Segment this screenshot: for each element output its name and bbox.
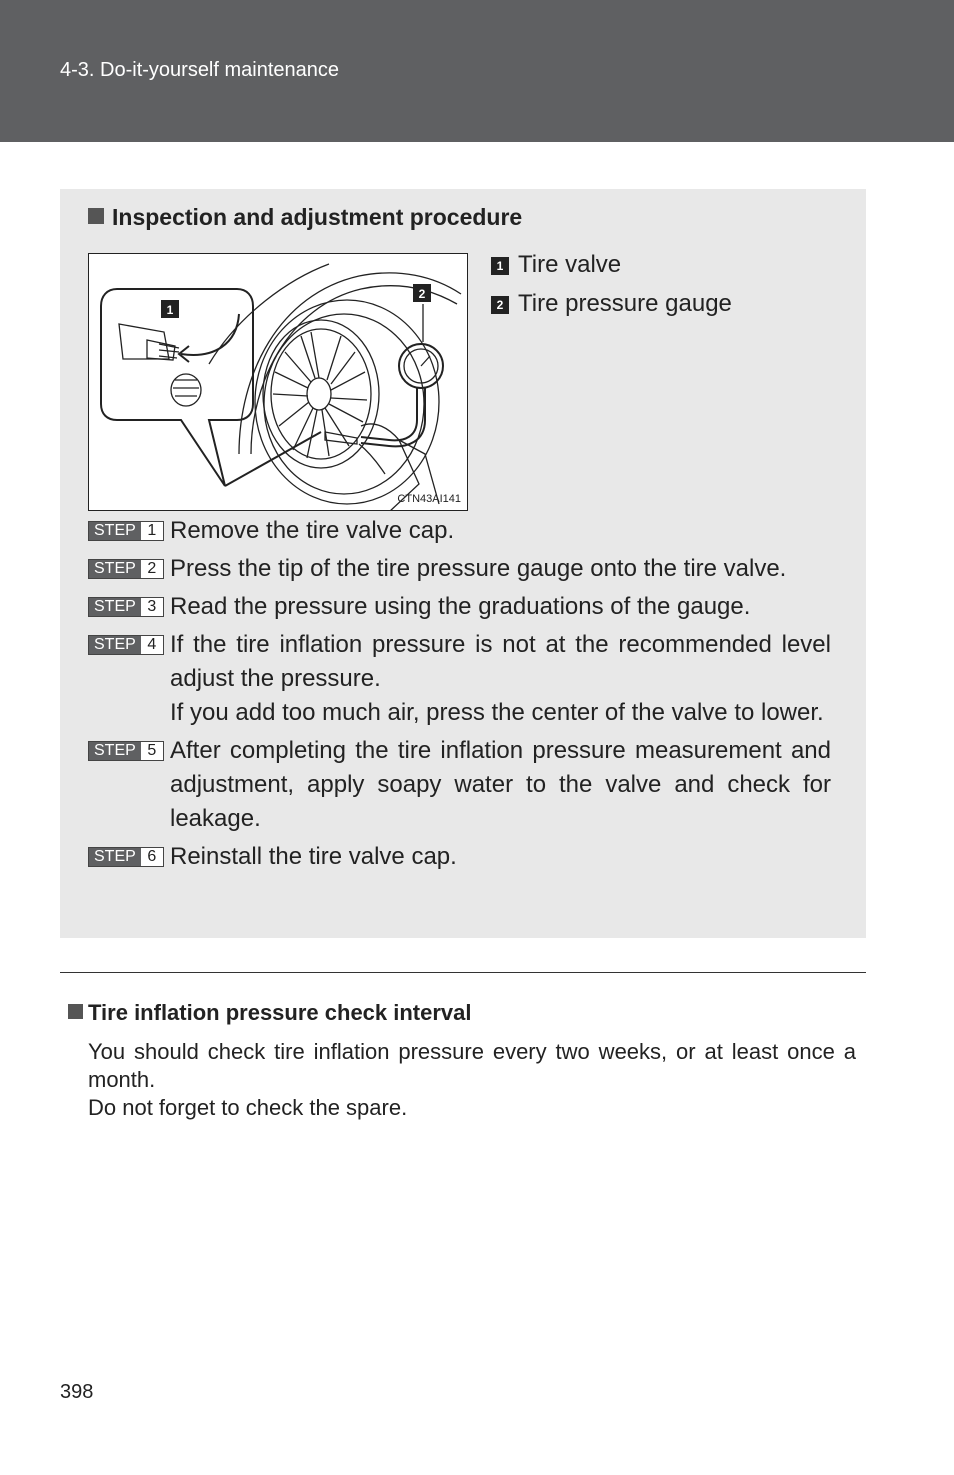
step-badge: STEP 4 xyxy=(88,635,164,655)
legend-item: 2 Tire pressure gauge xyxy=(491,284,732,323)
square-bullet-icon xyxy=(68,1004,83,1019)
callout-1: 1 xyxy=(166,303,174,317)
page-header xyxy=(0,0,954,142)
step-item: STEP 3 Read the pressure using the graduations of the gauge. xyxy=(88,590,831,624)
legend-item: 1 Tire valve xyxy=(491,245,732,284)
figure-code: CTN43AI141 xyxy=(397,493,461,505)
step-badge: STEP 1 xyxy=(88,521,164,541)
note-body: You should check tire inflation pressure every two weeks, or at least once a month. Do not forget to check the spare. xyxy=(88,1039,856,1120)
number-badge: 2 xyxy=(491,296,509,314)
step-item: STEP 2 Press the tip of the tire pressure gauge onto the tire valve. xyxy=(88,552,831,586)
note-heading: Tire inflation pressure check interval xyxy=(68,1000,472,1026)
procedure-panel xyxy=(60,189,866,938)
figure-legend xyxy=(491,245,732,323)
callout-2: 2 xyxy=(418,287,426,301)
step-badge: STEP 6 xyxy=(88,847,164,867)
step-badge: STEP 5 xyxy=(88,741,164,761)
procedure-heading: Inspection and adjustment procedure xyxy=(88,204,522,231)
step-badge: STEP 3 xyxy=(88,597,164,617)
step-list xyxy=(88,514,831,878)
step-item: STEP 4 If the tire inflation pressure is not at the recommended level adjust the pressure. If you add too much air, press the center of the valve to lower. xyxy=(88,628,831,730)
section-title: 4-3. Do-it-yourself maintenance xyxy=(60,59,340,81)
number-badge: 1 xyxy=(491,257,509,275)
page-number: 398 xyxy=(60,1381,94,1403)
section-divider xyxy=(60,972,866,973)
step-item: STEP 5 After completing the tire inflation pressure measurement and adjustment, apply soapy water to the valve and check for leakage. xyxy=(88,734,831,836)
step-item: STEP 1 Remove the tire valve cap. xyxy=(88,514,831,548)
step-badge: STEP 2 xyxy=(88,559,164,579)
step-item: STEP 6 Reinstall the tire valve cap. xyxy=(88,840,831,874)
square-bullet-icon xyxy=(88,208,104,224)
tire-valve-gauge-drawing xyxy=(89,254,468,511)
tire-illustration xyxy=(88,253,468,511)
